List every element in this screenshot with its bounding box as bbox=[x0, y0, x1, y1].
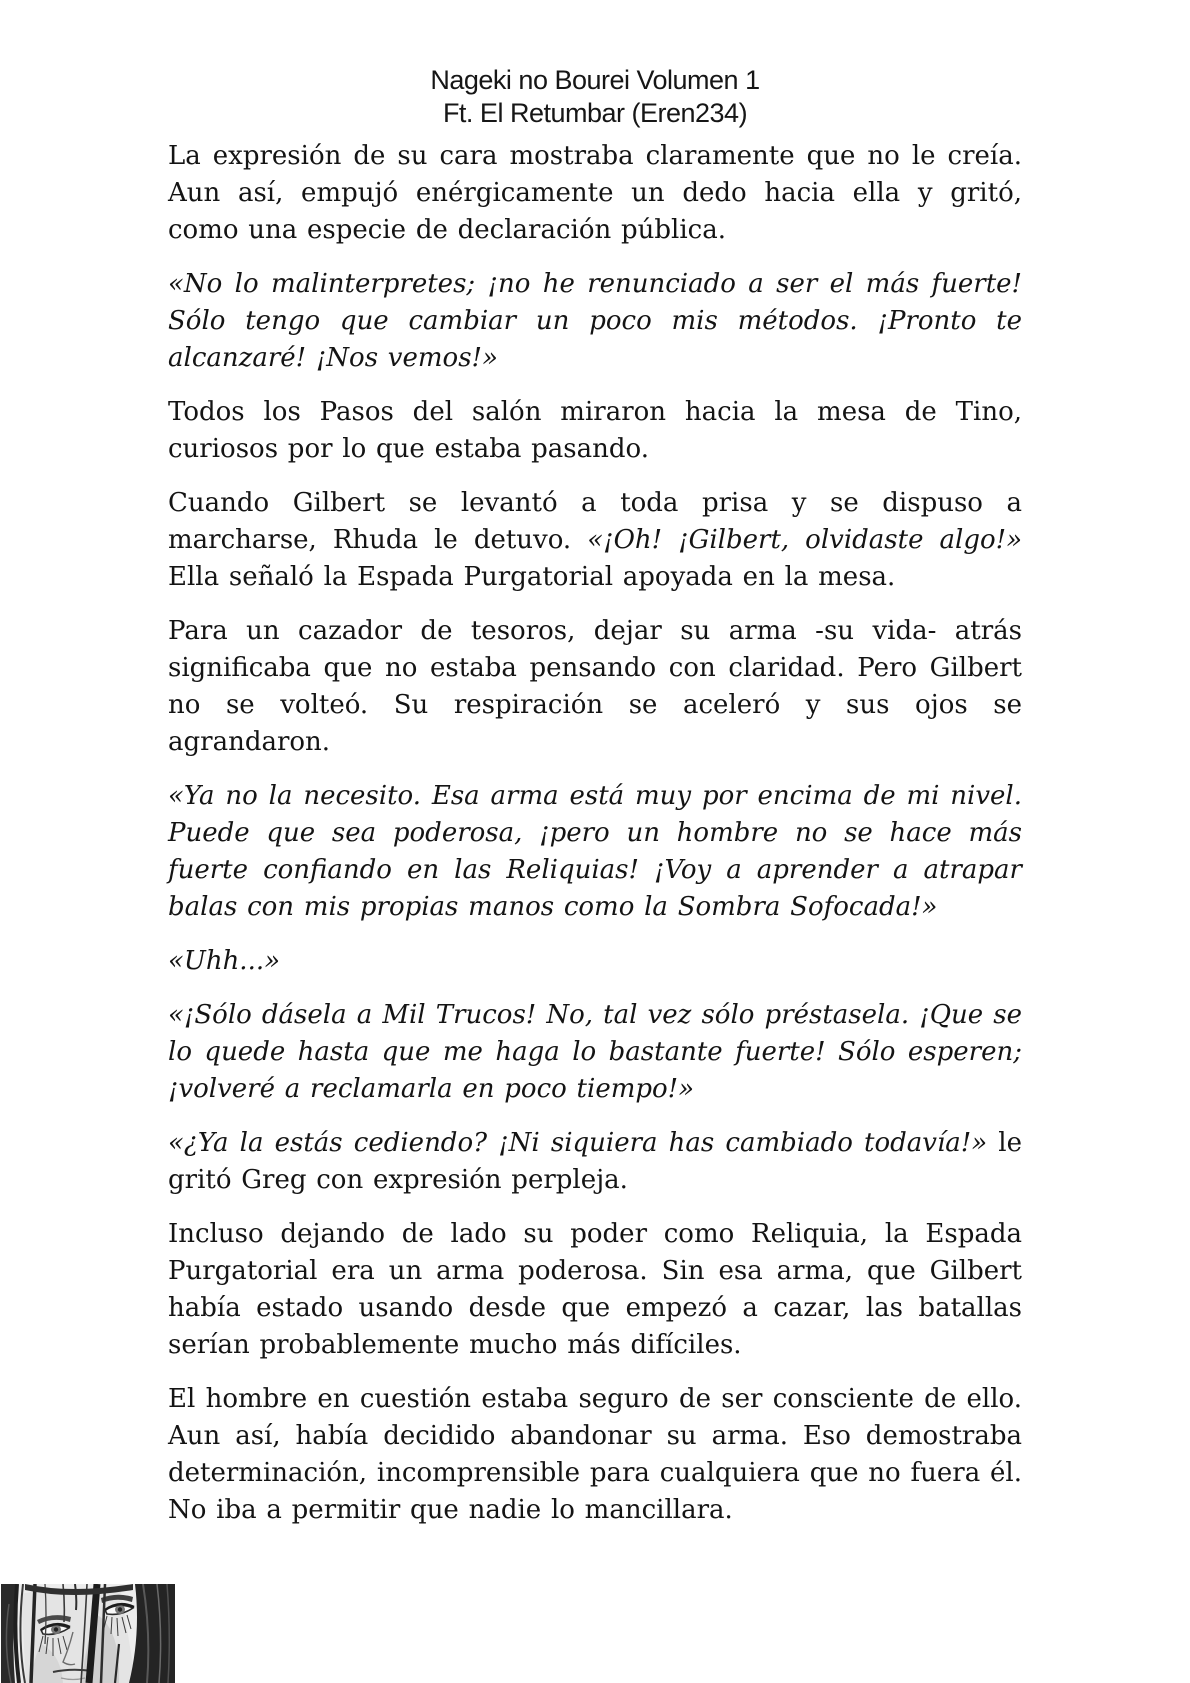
paragraph bbox=[168, 138, 1022, 249]
paragraph bbox=[168, 778, 1022, 926]
paragraph-text: Cuando Gilbert se levantó a toda prisa y se dispuso a marcharse, Rhuda le detuvo. bbox=[168, 488, 1022, 555]
document-subtitle: Ft. El Retumbar (Eren234) bbox=[442, 98, 748, 128]
quote-text: «¡Oh! ¡Gilbert, olvidaste algo!» bbox=[587, 525, 1022, 555]
paragraph-text: Ella señaló la Espada Purgatorial apoyada en la mesa. bbox=[168, 562, 896, 592]
paragraph-text: Para un cazador de tesoros, dejar su arma -su vida- atrás significaba que no estaba pensando con claridad. Pero Gilbert no se volteó. Su respiración se aceleró y sus ojos se agrandaron. bbox=[168, 616, 1022, 757]
manga-face-image bbox=[1, 1584, 175, 1683]
paragraph-text: Todos los Pasos del salón miraron hacia la mesa de Tino, curiosos por lo que estaba pasando. bbox=[168, 397, 1022, 464]
paragraph-text: le gritó Greg con expresión perpleja. bbox=[168, 1128, 1022, 1195]
paragraph bbox=[168, 1381, 1022, 1529]
quote-text: «Ya no la necesito. Esa arma está muy por encima de mi nivel. Puede que sea poderosa, ¡pero un hombre no se hace más fuerte confiando en las Reliquias! ¡Voy a aprender a atrapar balas con mis propias manos como la Sombra Sofocada!» bbox=[168, 781, 1022, 922]
quote-text: «Uhh...» bbox=[168, 946, 281, 976]
paragraph bbox=[168, 613, 1022, 761]
paragraph-text: La expresión de su cara mostraba claramente que no le creía. Aun así, empujó enérgicamente un dedo hacia ella y gritó, como una especie de declaración pública. bbox=[168, 141, 1022, 245]
paragraph bbox=[168, 943, 1022, 980]
document-header bbox=[0, 0, 1190, 130]
quote-text: «¿Ya la estás cediendo? ¡Ni siquiera has cambiado todavía!» bbox=[168, 1128, 988, 1158]
paragraph bbox=[168, 266, 1022, 377]
quote-text: «No lo malinterpretes; ¡no he renunciado a ser el más fuerte! Sólo tengo que cambiar un poco mis métodos. ¡Pronto te alcanzaré! ¡Nos vemos!» bbox=[168, 269, 1022, 373]
paragraph bbox=[168, 485, 1022, 596]
paragraph bbox=[168, 1125, 1022, 1199]
document-body bbox=[168, 138, 1022, 1529]
paragraph bbox=[168, 1216, 1022, 1364]
document-title: Nageki no Bourei Volumen 1 bbox=[430, 65, 760, 95]
paragraph-text: El hombre en cuestión estaba seguro de ser consciente de ello. Aun así, había decidido abandonar su arma. Eso demostraba determinación, incomprensible para cualquiera que no fuera él. No iba a permitir que nadie lo mancillara. bbox=[168, 1384, 1022, 1525]
paragraph-text: Incluso dejando de lado su poder como Reliquia, la Espada Purgatorial era un arma poderosa. Sin esa arma, que Gilbert había estado usando desde que empezó a cazar, las batallas serían probablemente mucho más difíciles. bbox=[168, 1219, 1022, 1360]
paragraph bbox=[168, 394, 1022, 468]
manga-face-illustration bbox=[1, 1584, 175, 1683]
quote-text: «¡Sólo dásela a Mil Trucos! No, tal vez sólo préstasela. ¡Que se lo quede hasta que me haga lo bastante fuerte! Sólo esperen; ¡volveré a reclamarla en poco tiempo!» bbox=[168, 1000, 1022, 1104]
paragraph bbox=[168, 997, 1022, 1108]
